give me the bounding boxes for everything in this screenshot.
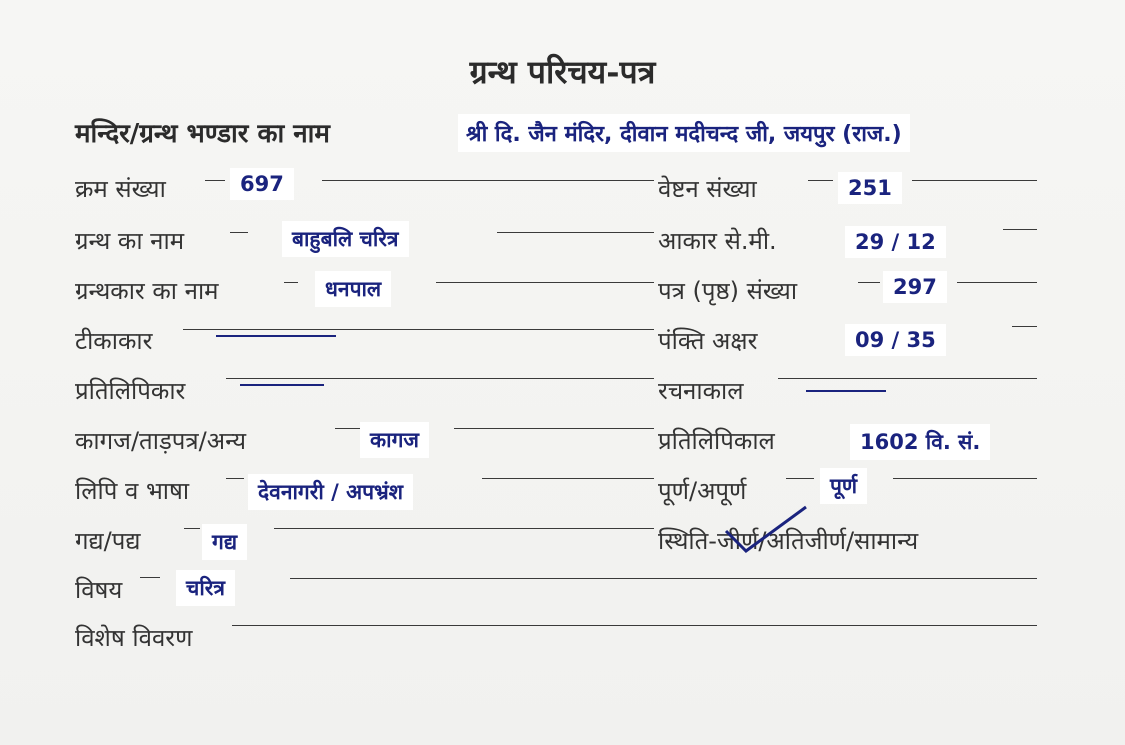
subject-label: विषय [75, 576, 123, 604]
blank-value-dash [216, 335, 336, 337]
card-title: ग्रन्थ परिचय-पत्र [469, 53, 656, 91]
underline [274, 528, 654, 529]
material-value: कागज [360, 422, 429, 458]
serial-number-value: 697 [230, 168, 294, 200]
underline [290, 578, 1037, 579]
underline [893, 478, 1037, 479]
underline [786, 478, 814, 479]
wrapper-number-label: वेष्टन संख्या [658, 175, 757, 203]
book-name-value: बाहुबलि चरित्र [282, 221, 409, 257]
blank-value-dash [240, 384, 324, 386]
underline [226, 478, 244, 479]
prose-verse-label: गद्य/पद्य [75, 527, 141, 555]
underline [778, 378, 1037, 379]
underline [1003, 229, 1037, 230]
copy-period-value: 1602 वि. सं. [850, 424, 990, 460]
author-label: ग्रन्थकार का नाम [75, 277, 219, 305]
author-value: धनपाल [315, 271, 391, 307]
copyist-label: प्रतिलिपिकार [75, 377, 186, 405]
checkmark-icon [722, 505, 812, 555]
copy-period-label: प्रतिलिपिकाल [658, 427, 775, 455]
prose-verse-value: गद्य [202, 524, 247, 560]
underline [858, 282, 880, 283]
serial-number-label: क्रम संख्या [75, 175, 166, 203]
underline [436, 282, 654, 283]
underline [497, 232, 654, 233]
underline [957, 282, 1037, 283]
size-label: आकार से.मी. [658, 227, 777, 255]
complete-value: पूर्ण [820, 468, 867, 504]
material-label: कागज/ताड़पत्र/अन्य [75, 427, 247, 455]
folio-count-value: 297 [883, 271, 947, 303]
complete-label: पूर्ण/अपूर्ण [658, 477, 747, 505]
wrapper-number-value: 251 [838, 172, 902, 204]
subject-value: चरित्र [176, 570, 235, 606]
script-language-label: लिपि व भाषा [75, 477, 190, 505]
folio-count-label: पत्र (पृष्ठ) संख्या [658, 277, 798, 305]
underline [284, 282, 298, 283]
underline [808, 180, 833, 181]
underline [454, 428, 654, 429]
book-name-label: ग्रन्थ का नाम [75, 227, 185, 255]
special-details-label: विशेष विवरण [75, 624, 193, 652]
underline [140, 577, 160, 578]
underline [322, 180, 654, 181]
underline [230, 232, 248, 233]
underline [232, 625, 1037, 626]
blank-value-dash [806, 390, 886, 392]
temple-label: मन्दिर/ग्रन्थ भण्डार का नाम [75, 119, 330, 149]
underline [482, 478, 654, 479]
underline [1012, 326, 1037, 327]
lines-letters-value: 09 / 35 [845, 324, 946, 356]
underline [226, 378, 654, 379]
lines-letters-label: पंक्ति अक्षर [658, 327, 758, 355]
commentator-label: टीकाकार [75, 327, 153, 355]
script-language-value: देवनागरी / अपभ्रंश [248, 474, 413, 510]
underline [205, 180, 225, 181]
temple-value: श्री दि. जैन मंदिर, दीवान मदीचन्द जी, जयपुर (राज.) [458, 114, 910, 152]
condition-label: स्थिति-जीर्ण/अतिजीर्ण/सामान्य [658, 527, 919, 555]
underline [184, 528, 200, 529]
composition-period-label: रचनाकाल [658, 377, 744, 405]
underline [912, 180, 1037, 181]
size-value: 29 / 12 [845, 226, 946, 258]
underline [183, 329, 654, 330]
